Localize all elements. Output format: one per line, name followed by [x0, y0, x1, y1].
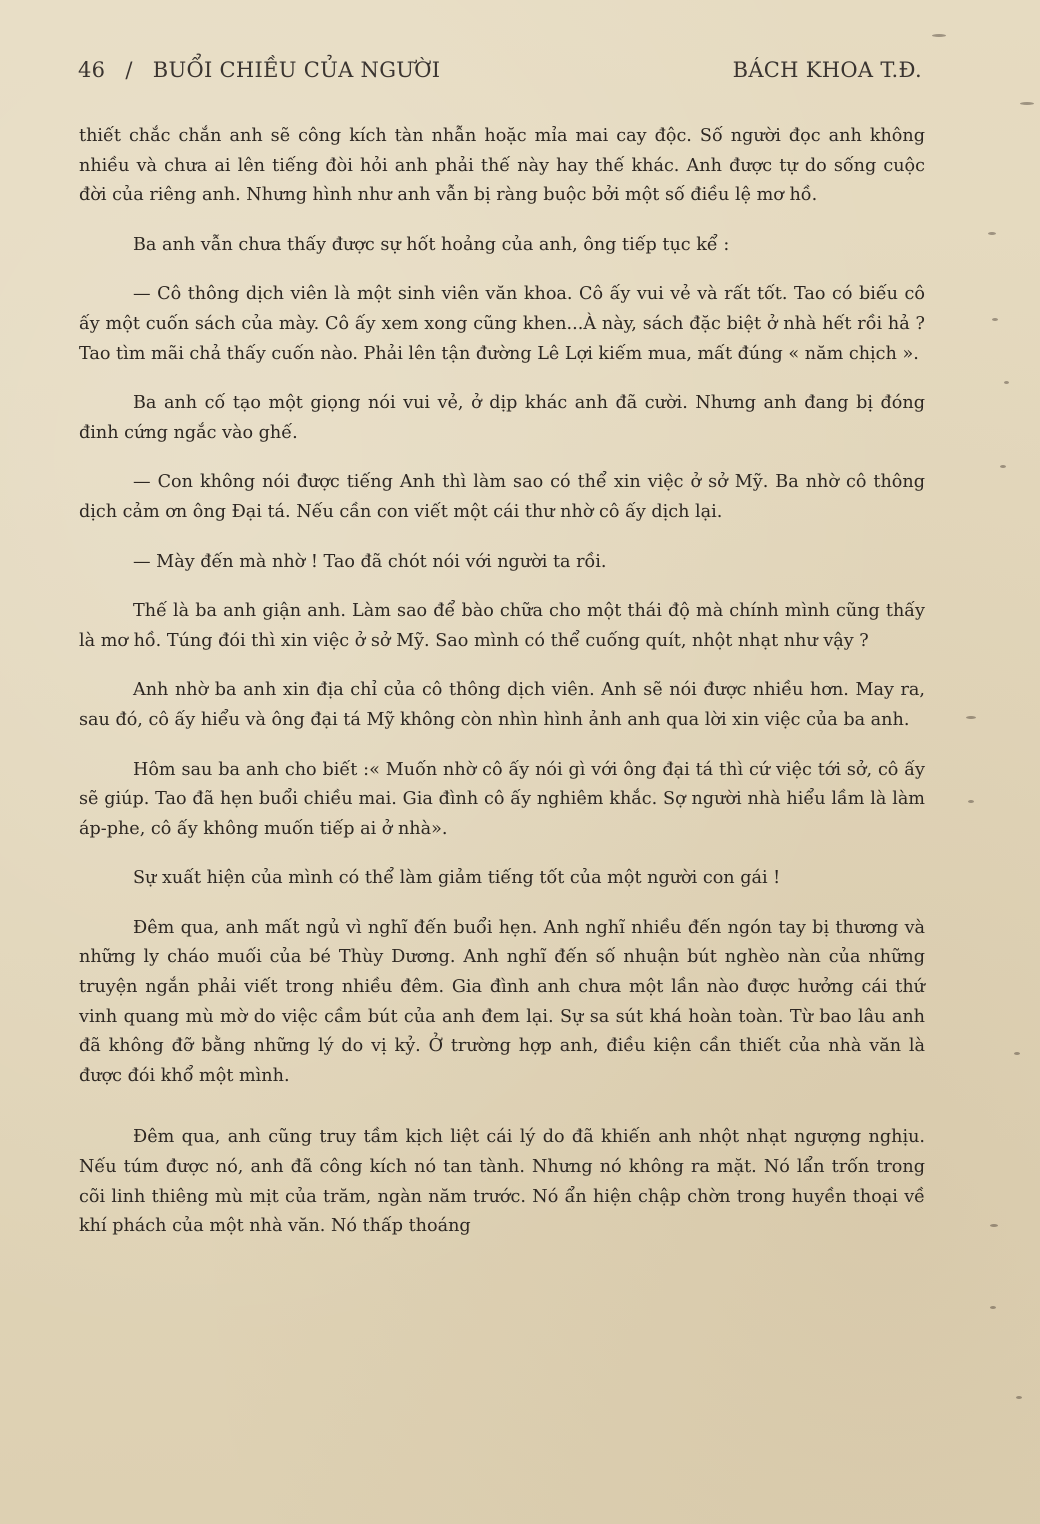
- paper-speck: [1020, 102, 1034, 105]
- page-body: [79, 122, 925, 1242]
- dialogue-paragraph: — Con không nói được tiếng Anh thì làm sao có thể xin việc ở sở Mỹ. Ba nhờ cô thông dịch cảm ơn ông Đại tá. Nếu cần con viết một cái thư nhờ cô ấy dịch lại.: [79, 472, 925, 522]
- page-number: 46: [78, 58, 106, 82]
- running-header: [78, 58, 922, 92]
- paper-speck: [1000, 465, 1006, 468]
- paper-speck: [1004, 381, 1009, 384]
- paragraph: Thế là ba anh giận anh. Làm sao để bào chữa cho một thái độ mà chính mình cũng thấy là mơ hồ. Túng đói thì xin việc ở sở Mỹ. Sao mình có thể cuống quít, nhột nhạt như vậy ?: [79, 601, 925, 651]
- paragraph: Hôm sau ba anh cho biết :« Muốn nhờ cô ấy nói gì với ông đại tá thì cứ việc tới sở, cô ấy sẽ giúp. Tao đã hẹn buổi chiều mai. Gia đình cô ấy nghiêm khắc. Sợ người nhà hiểu lầm là làm áp-phe, cô ấy không muốn tiếp ai ở nhà».: [79, 759, 925, 839]
- paper-speck: [1016, 1396, 1022, 1399]
- paragraph: Đêm qua, anh mất ngủ vì nghĩ đến buổi hẹn. Anh nghĩ nhiều đến ngón tay bị thương và những ly cháo muối của bé Thùy Dương. Anh nghĩ đến số nhuận bút nghèo nàn của những truyện ngắn phải viết trong nhiều đêm. Gia đình anh chưa một lần nào được hưởng cái thứ vinh quang mù mờ do việc cầm bút của anh đem lại. Sự sa sút khá hoàn toàn. Từ bao lâu anh đã không đỡ bằng những lý do vị kỷ. Ở trường hợp anh, điều kiện cần thiết của nhà văn là được đói khổ một mình.: [79, 917, 925, 1086]
- header-separator: /: [125, 58, 133, 82]
- paper-speck: [988, 232, 996, 235]
- paragraph: Ba anh vẫn chưa thấy được sự hốt hoảng của anh, ông tiếp tục kể :: [133, 234, 730, 255]
- paragraph: Sự xuất hiện của mình có thể làm giảm tiếng tốt của một người con gái !: [133, 868, 781, 889]
- paper-speck: [990, 1224, 998, 1227]
- dialogue-paragraph: — Cô thông dịch viên là một sinh viên văn khoa. Cô ấy vui vẻ và rất tốt. Tao có biếu cô ấy một cuốn sách của mày. Cô ấy xem xong cũng khen...À này, sách đặc biệt ở nhà hết rồi hả ? Tao tìm mãi chả thấy cuốn nào. Phải lên tận đường Lê Lợi kiếm mua, mất đúng « năm chịch ».: [79, 284, 925, 364]
- paragraph: Anh nhờ ba anh xin địa chỉ của cô thông dịch viên. Anh sẽ nói được nhiều hơn. May ra, sau đó, cô ấy hiểu và ông đại tá Mỹ không còn nhìn hình ảnh anh qua lời xin việc của ba anh.: [79, 680, 925, 730]
- paragraph: Ba anh cố tạo một giọng nói vui vẻ, ở dịp khác anh đã cười. Nhưng anh đang bị đóng đinh cứng ngắc vào ghế.: [79, 393, 925, 443]
- paper-speck: [968, 800, 974, 803]
- dialogue-paragraph: — Mày đến mà nhờ ! Tao đã chót nói với người ta rồi.: [133, 551, 607, 572]
- paper-speck: [966, 716, 976, 719]
- paper-speck: [990, 1306, 996, 1309]
- paper-speck: [1014, 1052, 1020, 1055]
- paragraph: Đêm qua, anh cũng truy tầm kịch liệt cái lý do đã khiến anh nhột nhạt ngượng nghịu. Nếu túm được nó, anh đã công kích nó tan tành. Nhưng nó không ra mặt. Nó lẩn trốn trong cõi linh thiêng mù mịt của trăm, ngàn năm trước. Nó ẩn hiện chập chờn trong huyền thoại về khí phách của một nhà văn. Nó thấp thoáng: [79, 1127, 925, 1237]
- chapter-title: BUỔI CHIỀU CỦA NGƯỜI: [152, 58, 441, 82]
- paper-speck: [932, 34, 946, 37]
- journal-name: BÁCH KHOA T.Đ.: [732, 58, 922, 82]
- paper-speck: [992, 318, 998, 321]
- paragraph: thiết chắc chắn anh sẽ công kích tàn nhẫn hoặc mỉa mai cay độc. Số người đọc anh không nhiều và chưa ai lên tiếng đòi hỏi anh phải thế này hay thế khác. Anh được tự do sống cuộc đời của riêng anh. Nhưng hình như anh vẫn bị ràng buộc bởi một số điều lệ mơ hồ.: [79, 126, 925, 206]
